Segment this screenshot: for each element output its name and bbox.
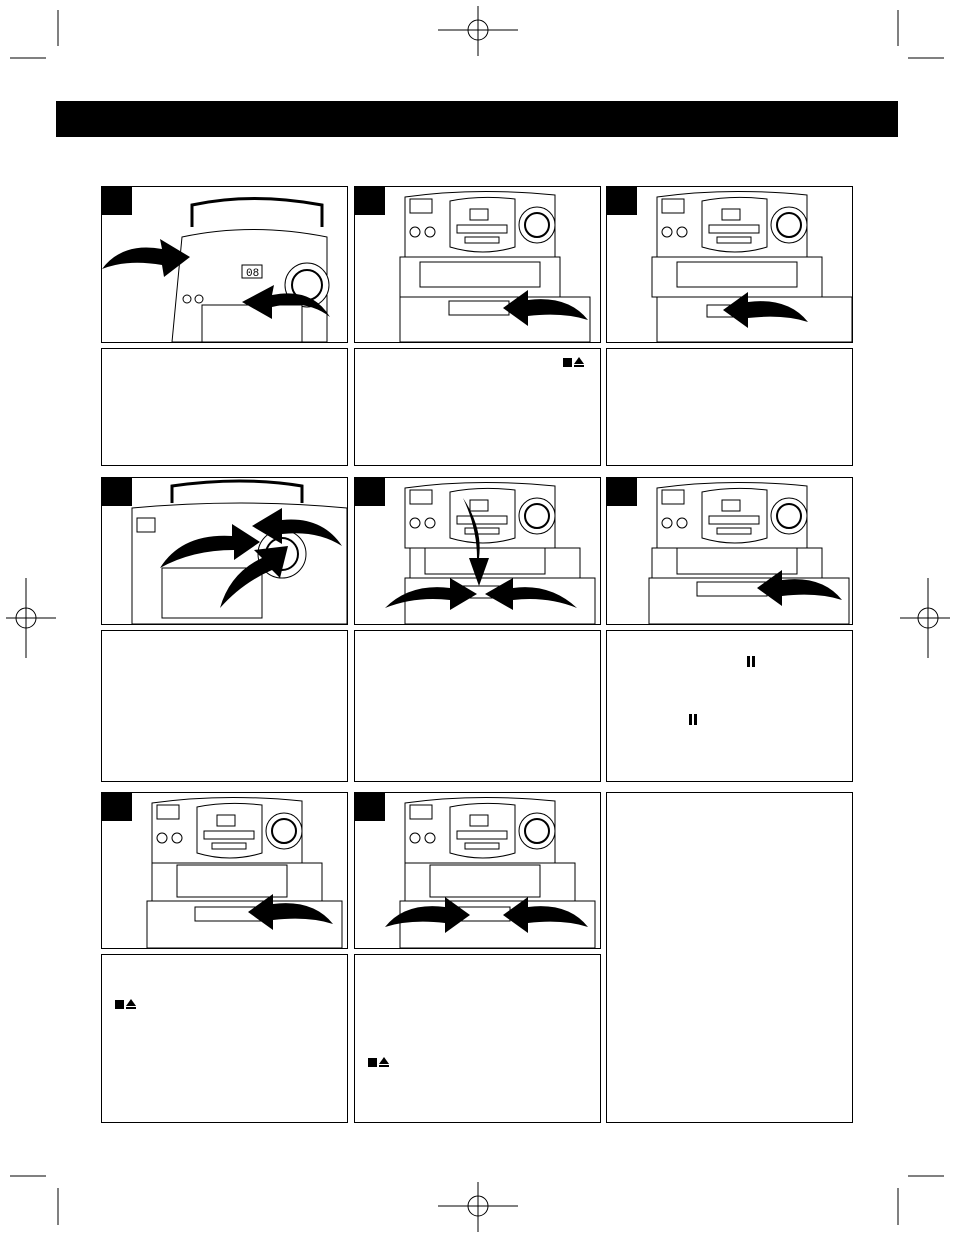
step-6-badge <box>607 478 637 506</box>
step-7-illustration <box>102 793 347 948</box>
registration-mark-top <box>438 6 518 56</box>
step-1-badge <box>102 187 132 215</box>
step-5-badge <box>355 478 385 506</box>
display-readout: 08 <box>246 268 260 280</box>
step-7-badge <box>102 793 132 821</box>
step-5-illustration <box>355 478 600 624</box>
registration-mark-bottom <box>438 1182 518 1232</box>
step-6-illustration-panel <box>606 477 853 625</box>
step-3-badge <box>607 187 637 215</box>
step-5-illustration-panel <box>354 477 601 625</box>
step-3-text-panel <box>606 348 853 466</box>
step-4-illustration <box>102 478 347 624</box>
registration-mark-left <box>6 578 56 658</box>
step-4-text-panel <box>101 630 348 782</box>
step-3-illustration <box>607 187 852 342</box>
stop-eject-icon <box>368 1057 389 1067</box>
step-2-badge <box>355 187 385 215</box>
stop-eject-icon <box>563 357 584 367</box>
step-8-illustration <box>355 793 600 948</box>
notes-panel <box>606 792 853 1123</box>
step-6-illustration <box>607 478 852 624</box>
step-4-illustration-panel <box>101 477 348 625</box>
registration-mark-right <box>900 578 950 658</box>
step-7-text-panel <box>101 954 348 1123</box>
step-2-illustration-panel <box>354 186 601 343</box>
page-header-bar <box>56 101 898 137</box>
step-1-text-panel <box>101 348 348 466</box>
step-7-illustration-panel <box>101 792 348 949</box>
step-8-illustration-panel <box>354 792 601 949</box>
step-8-badge <box>355 793 385 821</box>
step-1-illustration-panel <box>101 186 348 343</box>
step-3-illustration-panel <box>606 186 853 343</box>
pause-icon <box>747 656 755 667</box>
step-5-text-panel <box>354 630 601 782</box>
pause-icon-2 <box>689 714 697 725</box>
step-4-badge <box>102 478 132 506</box>
step-2-text-panel <box>354 348 601 466</box>
step-6-text-panel <box>606 630 853 782</box>
step-2-illustration <box>355 187 600 342</box>
step-8-text-panel <box>354 954 601 1123</box>
stop-eject-icon <box>115 999 136 1009</box>
step-1-illustration <box>102 187 347 342</box>
